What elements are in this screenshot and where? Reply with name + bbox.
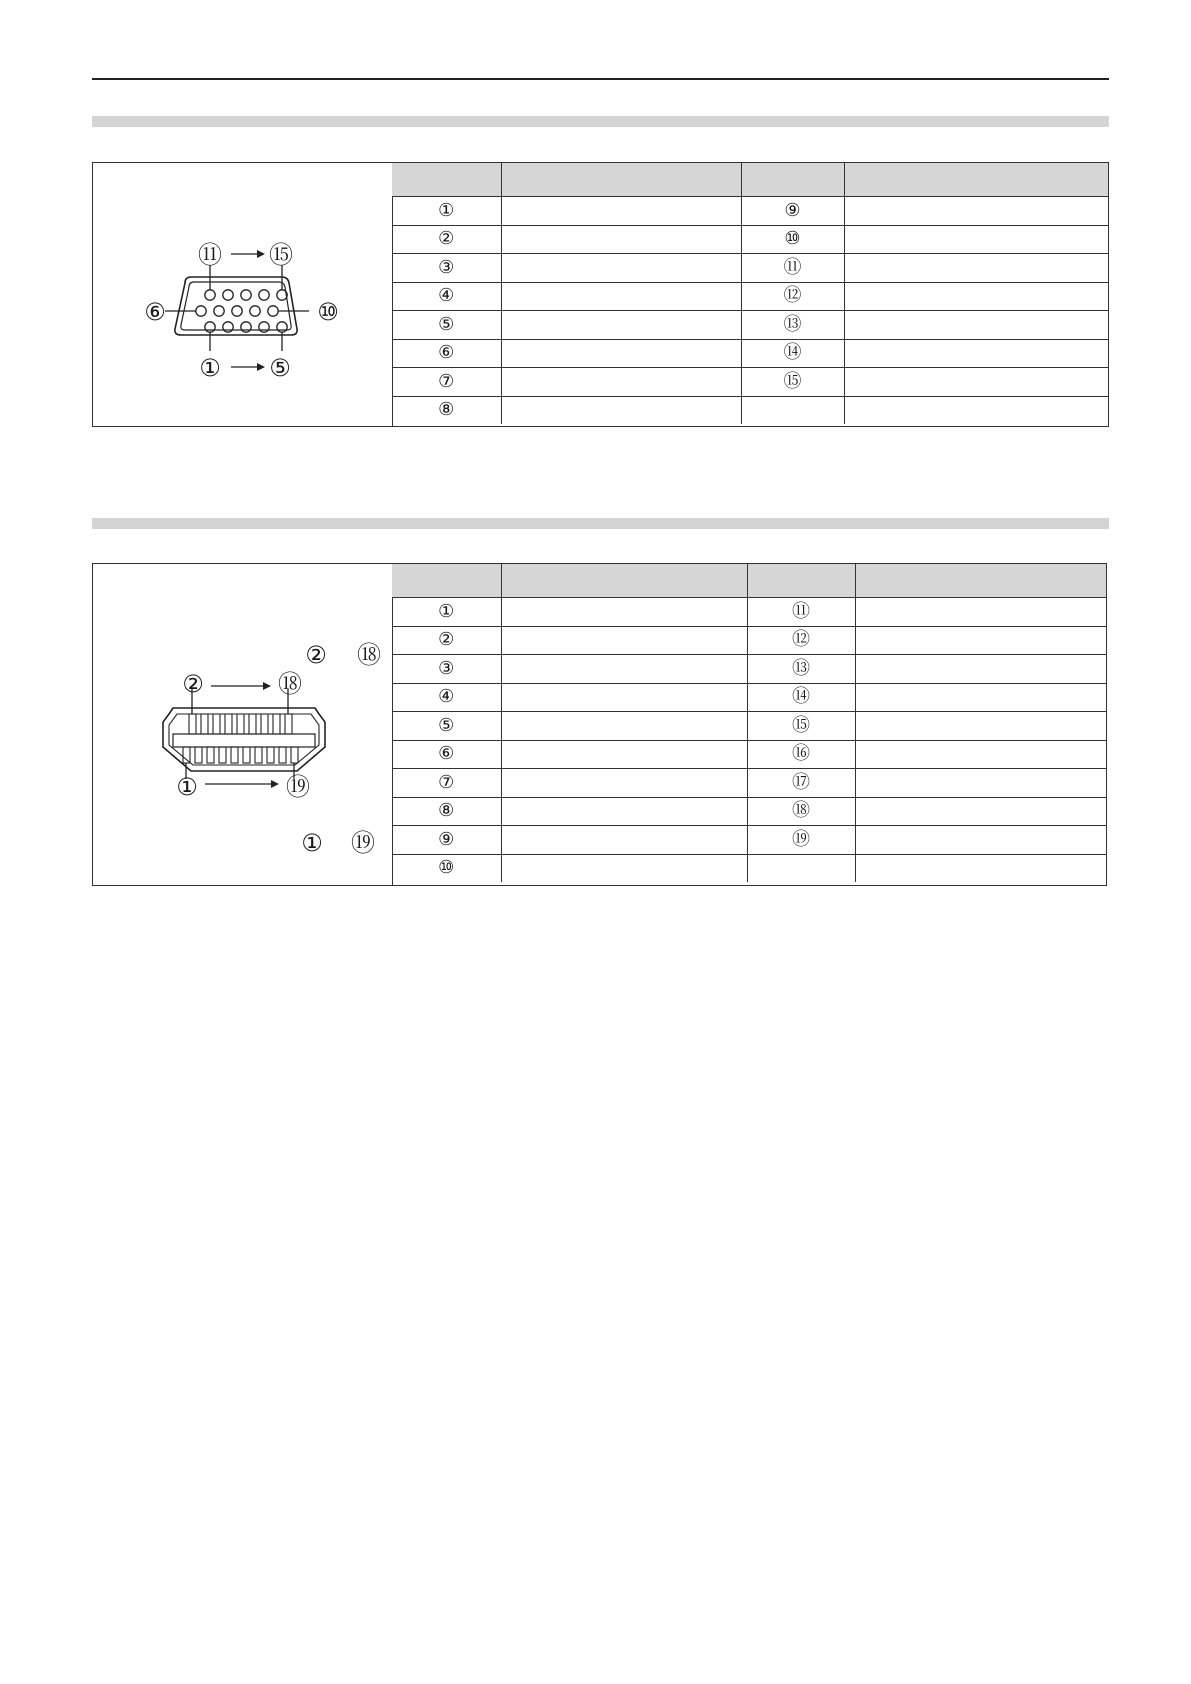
signal-cell	[501, 683, 747, 712]
hdmi-odd-start: ①	[301, 829, 323, 857]
section-bar-vga	[92, 116, 1109, 127]
pin-number: ⑥	[392, 339, 501, 368]
hdmi-label-pin18: ⑱	[278, 670, 302, 698]
pin-number: ⑬	[747, 655, 855, 684]
signal-cell	[501, 712, 747, 741]
vga-label-pin11: ⑪	[198, 241, 222, 269]
signal-cell	[501, 368, 741, 397]
header-cell	[741, 163, 844, 197]
pin-number: ⑲	[747, 826, 855, 855]
pin-number: ⑧	[392, 797, 501, 826]
header-cell	[501, 163, 741, 197]
table-row	[392, 626, 1106, 655]
signal-cell	[844, 225, 1108, 254]
pin-number: ④	[392, 683, 501, 712]
pin-number: ⑥	[392, 740, 501, 769]
pin-number: ④	[392, 282, 501, 311]
hdmi-even-end: ⑱	[357, 641, 381, 669]
signal-cell	[844, 254, 1108, 283]
pin-number: ⑱	[747, 797, 855, 826]
hdmi-odd-end: ⑲	[351, 829, 375, 857]
pin-number: ③	[392, 655, 501, 684]
signal-cell	[501, 769, 747, 798]
signal-cell	[501, 740, 747, 769]
hdmi-pin-table	[392, 564, 1106, 882]
signal-cell	[855, 797, 1106, 826]
table-row	[392, 740, 1106, 769]
hdmi-connector-diagram	[93, 564, 393, 885]
signal-cell	[855, 769, 1106, 798]
pin-number: ⑨	[741, 197, 844, 226]
pin-number: ③	[392, 254, 501, 283]
pin-number: ⑫	[747, 626, 855, 655]
vga-connector-icon	[93, 163, 393, 425]
table-header-row	[392, 163, 1108, 197]
signal-cell	[501, 797, 747, 826]
pin-number: ⑮	[741, 368, 844, 397]
signal-cell	[855, 740, 1106, 769]
hdmi-panel	[92, 563, 1107, 886]
signal-cell	[844, 197, 1108, 226]
signal-cell	[855, 854, 1106, 882]
pin-number: ⑬	[741, 311, 844, 340]
pin-number: ⑭	[741, 339, 844, 368]
pin-number: ⑭	[747, 683, 855, 712]
signal-cell	[501, 311, 741, 340]
pin-number: ⑩	[392, 854, 501, 882]
header-cell	[392, 163, 501, 197]
table-row	[392, 683, 1106, 712]
signal-cell	[855, 683, 1106, 712]
pin-number: ①	[392, 197, 501, 226]
vga-label-pin6: ⑥	[144, 298, 166, 326]
signal-cell	[501, 197, 741, 226]
signal-cell	[501, 339, 741, 368]
table-row	[392, 254, 1108, 283]
hdmi-connector-icon	[93, 564, 393, 884]
section-bar-hdmi	[92, 518, 1109, 529]
table-row	[392, 655, 1106, 684]
table-row	[392, 197, 1108, 226]
pin-number: ⑧	[392, 396, 501, 424]
hdmi-label-pin2: ②	[182, 670, 204, 698]
vga-pin-table	[392, 163, 1108, 424]
pin-number: ⑪	[747, 598, 855, 627]
signal-cell	[501, 396, 741, 424]
signal-cell	[501, 626, 747, 655]
signal-cell	[855, 626, 1106, 655]
signal-cell	[855, 655, 1106, 684]
header-cell	[501, 564, 747, 598]
pin-number: ⑪	[741, 254, 844, 283]
signal-cell	[855, 826, 1106, 855]
signal-cell	[501, 598, 747, 627]
signal-cell	[501, 225, 741, 254]
signal-cell	[855, 598, 1106, 627]
table-row	[392, 598, 1106, 627]
hdmi-label-pin1: ①	[176, 773, 198, 801]
table-row	[392, 311, 1108, 340]
pin-number	[747, 854, 855, 882]
signal-cell	[501, 254, 741, 283]
signal-cell	[855, 712, 1106, 741]
pin-number: ⑯	[747, 740, 855, 769]
signal-cell	[844, 339, 1108, 368]
pin-number: ⑩	[741, 225, 844, 254]
signal-cell	[844, 282, 1108, 311]
vga-label-pin15: ⑮	[269, 241, 293, 269]
pin-number: ⑨	[392, 826, 501, 855]
pin-number: ⑤	[392, 712, 501, 741]
table-row	[392, 368, 1108, 397]
pin-number: ⑫	[741, 282, 844, 311]
vga-label-pin5: ⑤	[269, 354, 291, 382]
pin-number	[741, 396, 844, 424]
hdmi-even-start: ②	[305, 641, 327, 669]
header-cell	[844, 163, 1108, 197]
table-header-row	[392, 564, 1106, 598]
pin-number: ②	[392, 225, 501, 254]
vga-panel	[92, 162, 1109, 427]
table-row	[392, 712, 1106, 741]
header-cell	[392, 564, 501, 598]
pin-number: ⑦	[392, 769, 501, 798]
signal-cell	[501, 854, 747, 882]
table-row	[392, 282, 1108, 311]
pin-number: ⑮	[747, 712, 855, 741]
signal-cell	[844, 396, 1108, 424]
table-row	[392, 396, 1108, 424]
vga-label-pin1: ①	[199, 354, 221, 382]
signal-cell	[501, 282, 741, 311]
signal-cell	[501, 655, 747, 684]
pin-number: ⑤	[392, 311, 501, 340]
pin-number: ⑰	[747, 769, 855, 798]
vga-label-pin10: ⑩	[317, 298, 339, 326]
header-cell	[855, 564, 1106, 598]
table-row	[392, 797, 1106, 826]
pin-number: ②	[392, 626, 501, 655]
hdmi-label-pin19: ⑲	[286, 773, 310, 801]
pin-number: ①	[392, 598, 501, 627]
table-row	[392, 854, 1106, 882]
pin-number: ⑦	[392, 368, 501, 397]
top-rule	[92, 78, 1109, 80]
signal-cell	[844, 311, 1108, 340]
table-row	[392, 225, 1108, 254]
signal-cell	[844, 368, 1108, 397]
vga-connector-diagram	[93, 163, 393, 426]
table-row	[392, 769, 1106, 798]
table-row	[392, 826, 1106, 855]
table-row	[392, 339, 1108, 368]
signal-cell	[501, 826, 747, 855]
header-cell	[747, 564, 855, 598]
